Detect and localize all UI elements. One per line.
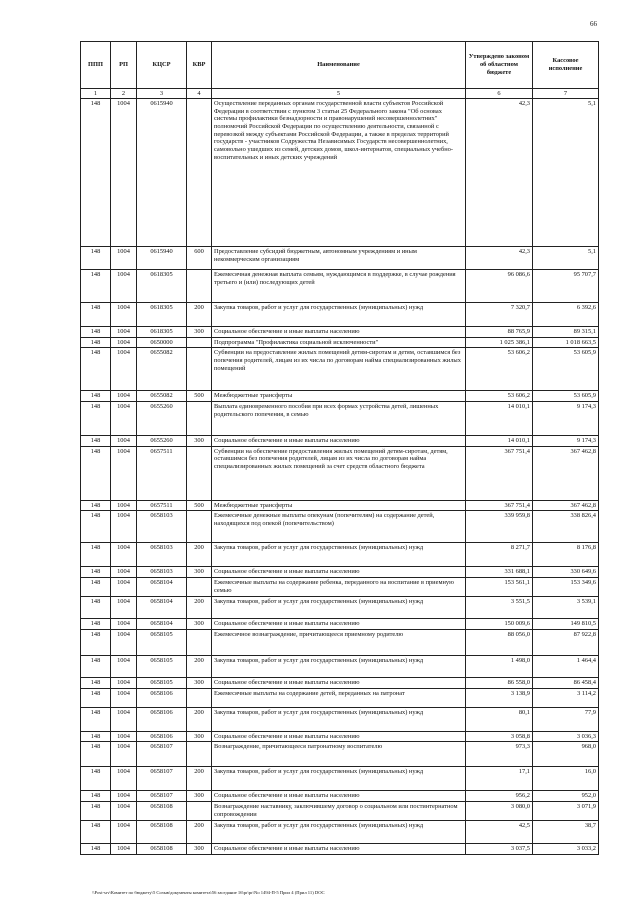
cell-name: Социальное обеспечение и иные выплаты населению	[212, 677, 466, 688]
cell-kcsr: 0658104	[137, 597, 187, 619]
table-row	[81, 619, 599, 630]
cell-executed: 8 176,8	[533, 543, 599, 567]
cell-executed: 16,0	[533, 767, 599, 791]
cell-name: Социальное обеспечение и иные выплаты населению	[212, 843, 466, 854]
cell-kvr: 200	[187, 707, 212, 731]
cell-name: Подпрограмма "Профилактика социальной исключенности"	[212, 337, 466, 348]
cell-kvr: 200	[187, 820, 212, 843]
cell-kcsr: 0658103	[137, 543, 187, 567]
cell-executed: 53 605,9	[533, 348, 599, 391]
cell-ppp: 148	[81, 436, 111, 447]
table-row	[81, 511, 599, 543]
cell-name: Социальное обеспечение и иные выплаты населению	[212, 567, 466, 578]
cell-kvr	[187, 348, 212, 391]
header-row	[81, 42, 599, 89]
cell-executed: 87 922,8	[533, 629, 599, 655]
table-row	[81, 629, 599, 655]
table-row	[81, 791, 599, 802]
cell-rp: 1004	[111, 629, 137, 655]
cell-executed: 3 036,3	[533, 731, 599, 742]
column-number: 2	[111, 89, 137, 99]
cell-ppp: 148	[81, 303, 111, 327]
cell-kvr: 300	[187, 619, 212, 630]
cell-approved: 367 751,4	[466, 500, 533, 511]
cell-approved: 14 010,1	[466, 436, 533, 447]
cell-rp: 1004	[111, 707, 137, 731]
cell-approved: 3 138,9	[466, 688, 533, 707]
cell-kvr: 300	[187, 731, 212, 742]
cell-kcsr: 0658105	[137, 677, 187, 688]
cell-rp: 1004	[111, 391, 137, 402]
table-row	[81, 543, 599, 567]
cell-kvr	[187, 270, 212, 303]
cell-rp: 1004	[111, 303, 137, 327]
cell-kcsr: 0655082	[137, 391, 187, 402]
cell-executed: 5,1	[533, 99, 599, 247]
cell-name: Социальное обеспечение и иные выплаты населению	[212, 436, 466, 447]
cell-rp: 1004	[111, 567, 137, 578]
column-number-row	[81, 89, 599, 99]
cell-executed: 149 810,5	[533, 619, 599, 630]
cell-approved: 331 688,1	[466, 567, 533, 578]
cell-kcsr: 0658108	[137, 843, 187, 854]
cell-name: Закупка товаров, работ и услуг для государственных (муниципальных) нужд	[212, 303, 466, 327]
cell-approved: 96 086,6	[466, 270, 533, 303]
cell-ppp: 148	[81, 767, 111, 791]
column-number: 5	[212, 89, 466, 99]
cell-rp: 1004	[111, 543, 137, 567]
table-row	[81, 820, 599, 843]
cell-name: Социальное обеспечение и иные выплаты населению	[212, 327, 466, 338]
table-row	[81, 303, 599, 327]
cell-kvr	[187, 402, 212, 436]
table-row	[81, 402, 599, 436]
page-number: 66	[590, 20, 597, 28]
table-body	[81, 99, 599, 855]
cell-ppp: 148	[81, 742, 111, 767]
cell-executed: 1 464,4	[533, 655, 599, 677]
cell-rp: 1004	[111, 742, 137, 767]
cell-approved: 88 765,9	[466, 327, 533, 338]
cell-kcsr: 0658105	[137, 655, 187, 677]
cell-kcsr: 0658107	[137, 767, 187, 791]
cell-ppp: 148	[81, 791, 111, 802]
cell-rp: 1004	[111, 791, 137, 802]
cell-ppp: 148	[81, 511, 111, 543]
cell-kcsr: 0657511	[137, 446, 187, 500]
cell-ppp: 148	[81, 446, 111, 500]
cell-executed: 153 349,6	[533, 578, 599, 597]
cell-kcsr: 0655260	[137, 436, 187, 447]
cell-approved: 42,3	[466, 247, 533, 270]
cell-kvr	[187, 801, 212, 820]
cell-kvr: 500	[187, 391, 212, 402]
cell-ppp: 148	[81, 629, 111, 655]
cell-rp: 1004	[111, 801, 137, 820]
cell-approved: 88 056,0	[466, 629, 533, 655]
cell-kcsr: 0658103	[137, 511, 187, 543]
cell-name: Вознаграждение наставнику, заключившему договор о социальном или постинтернатном сопровождении	[212, 801, 466, 820]
cell-approved: 3 058,8	[466, 731, 533, 742]
cell-executed: 6 392,6	[533, 303, 599, 327]
cell-executed: 9 174,3	[533, 436, 599, 447]
table-row	[81, 99, 599, 247]
cell-ppp: 148	[81, 843, 111, 854]
cell-rp: 1004	[111, 270, 137, 303]
cell-kcsr: 0618305	[137, 303, 187, 327]
cell-ppp: 148	[81, 247, 111, 270]
cell-kvr: 300	[187, 567, 212, 578]
cell-rp: 1004	[111, 578, 137, 597]
cell-name: Ежемесячные денежные выплаты опекунам (попечителям) на содержание детей, находящихся под опекой (попечительством)	[212, 511, 466, 543]
cell-rp: 1004	[111, 99, 137, 247]
cell-approved: 3 037,5	[466, 843, 533, 854]
cell-kvr: 200	[187, 597, 212, 619]
table-row	[81, 767, 599, 791]
cell-executed: 1 018 663,5	[533, 337, 599, 348]
cell-name: Межбюджетные трансферты	[212, 500, 466, 511]
cell-executed: 367 462,8	[533, 500, 599, 511]
cell-kvr: 200	[187, 303, 212, 327]
cell-ppp: 148	[81, 820, 111, 843]
cell-executed: 338 826,4	[533, 511, 599, 543]
cell-kcsr: 0658106	[137, 688, 187, 707]
cell-rp: 1004	[111, 820, 137, 843]
cell-kvr	[187, 742, 212, 767]
cell-kvr: 600	[187, 247, 212, 270]
cell-approved: 150 009,6	[466, 619, 533, 630]
cell-approved: 1 498,0	[466, 655, 533, 677]
header-ppp: ППП	[81, 42, 111, 89]
cell-approved: 53 606,2	[466, 348, 533, 391]
cell-ppp: 148	[81, 348, 111, 391]
header-kvr: КВР	[187, 42, 212, 89]
cell-ppp: 148	[81, 677, 111, 688]
cell-kcsr: 0658104	[137, 578, 187, 597]
cell-kcsr: 0615940	[137, 247, 187, 270]
column-number: 7	[533, 89, 599, 99]
cell-rp: 1004	[111, 500, 137, 511]
table-row	[81, 337, 599, 348]
budget-table	[80, 41, 599, 855]
cell-name: Закупка товаров, работ и услуг для государственных (муниципальных) нужд	[212, 767, 466, 791]
cell-executed: 53 605,9	[533, 391, 599, 402]
column-number: 3	[137, 89, 187, 99]
cell-executed: 3 114,2	[533, 688, 599, 707]
cell-approved: 14 010,1	[466, 402, 533, 436]
cell-rp: 1004	[111, 436, 137, 447]
cell-kcsr: 0650000	[137, 337, 187, 348]
cell-ppp: 148	[81, 578, 111, 597]
cell-approved: 973,3	[466, 742, 533, 767]
cell-ppp: 148	[81, 270, 111, 303]
cell-rp: 1004	[111, 327, 137, 338]
header-name: Наименование	[212, 42, 466, 89]
cell-approved: 3 551,5	[466, 597, 533, 619]
cell-kvr: 200	[187, 655, 212, 677]
table-row	[81, 801, 599, 820]
cell-ppp: 148	[81, 655, 111, 677]
table-row	[81, 270, 599, 303]
cell-rp: 1004	[111, 677, 137, 688]
table-row	[81, 742, 599, 767]
cell-kvr: 300	[187, 791, 212, 802]
cell-kvr	[187, 688, 212, 707]
table-row	[81, 597, 599, 619]
cell-executed: 86 458,4	[533, 677, 599, 688]
cell-ppp: 148	[81, 337, 111, 348]
cell-approved: 3 080,0	[466, 801, 533, 820]
cell-ppp: 148	[81, 801, 111, 820]
cell-kcsr: 0658104	[137, 619, 187, 630]
cell-name: Социальное обеспечение и иные выплаты населению	[212, 619, 466, 630]
cell-approved: 153 561,1	[466, 578, 533, 597]
cell-rp: 1004	[111, 619, 137, 630]
cell-kvr	[187, 629, 212, 655]
cell-rp: 1004	[111, 767, 137, 791]
cell-approved: 1 025 386,1	[466, 337, 533, 348]
cell-ppp: 148	[81, 500, 111, 511]
cell-executed: 3 071,9	[533, 801, 599, 820]
column-number: 4	[187, 89, 212, 99]
cell-name: Субвенции на обеспечение предоставления жилых помещений детям-сиротам, детям, оставшимся без попечения родителей, лицам из их числа по договорам найма специализированных жилых помещений за счет средств областного бюджета	[212, 446, 466, 500]
cell-approved: 42,5	[466, 820, 533, 843]
table-row	[81, 578, 599, 597]
column-number: 6	[466, 89, 533, 99]
cell-approved: 339 959,8	[466, 511, 533, 543]
cell-rp: 1004	[111, 337, 137, 348]
cell-rp: 1004	[111, 348, 137, 391]
cell-kvr	[187, 99, 212, 247]
cell-ppp: 148	[81, 402, 111, 436]
cell-name: Закупка товаров, работ и услуг для государственных (муниципальных) нужд	[212, 655, 466, 677]
header-kcsr: КЦСР	[137, 42, 187, 89]
header-executed: Кассовое исполнение	[533, 42, 599, 89]
cell-approved: 53 606,2	[466, 391, 533, 402]
cell-approved: 42,3	[466, 99, 533, 247]
cell-executed: 3 539,1	[533, 597, 599, 619]
cell-rp: 1004	[111, 402, 137, 436]
cell-kvr: 500	[187, 500, 212, 511]
cell-approved: 367 751,4	[466, 446, 533, 500]
cell-name: Ежемесячные выплаты на содержание детей, переданных на патронат	[212, 688, 466, 707]
table-row	[81, 567, 599, 578]
table-row	[81, 731, 599, 742]
cell-name: Ежемесячная денежная выплата семьям, нуждающимся в поддержке, в случае рождения третьего и (или) последующих детей	[212, 270, 466, 303]
cell-ppp: 148	[81, 99, 111, 247]
cell-approved: 7 320,7	[466, 303, 533, 327]
cell-executed: 9 174,3	[533, 402, 599, 436]
cell-name: Закупка товаров, работ и услуг для государственных (муниципальных) нужд	[212, 597, 466, 619]
cell-name: Предоставление субсидий бюджетным, автономным учреждениям и иным некоммерческим организациям	[212, 247, 466, 270]
cell-kvr	[187, 446, 212, 500]
header-rp: РП	[111, 42, 137, 89]
cell-kvr: 300	[187, 327, 212, 338]
cell-name: Ежемесячное вознаграждение, причитающееся приемному родителю	[212, 629, 466, 655]
cell-executed: 952,0	[533, 791, 599, 802]
cell-kcsr: 0658103	[137, 567, 187, 578]
cell-name: Закупка товаров, работ и услуг для государственных (муниципальных) нужд	[212, 707, 466, 731]
cell-executed: 5,1	[533, 247, 599, 270]
table-row	[81, 707, 599, 731]
cell-rp: 1004	[111, 597, 137, 619]
cell-rp: 1004	[111, 247, 137, 270]
cell-executed: 95 707,7	[533, 270, 599, 303]
column-number: 1	[81, 89, 111, 99]
cell-rp: 1004	[111, 655, 137, 677]
cell-kcsr: 0655082	[137, 348, 187, 391]
cell-approved: 86 558,0	[466, 677, 533, 688]
cell-kvr	[187, 578, 212, 597]
cell-executed: 367 462,8	[533, 446, 599, 500]
cell-kcsr: 0658108	[137, 820, 187, 843]
cell-ppp: 148	[81, 731, 111, 742]
cell-executed: 38,7	[533, 820, 599, 843]
cell-ppp: 148	[81, 619, 111, 630]
cell-name: Социальное обеспечение и иные выплаты населению	[212, 731, 466, 742]
cell-kcsr: 0658108	[137, 801, 187, 820]
cell-name: Закупка товаров, работ и услуг для государственных (муниципальных) нужд	[212, 820, 466, 843]
cell-executed: 968,0	[533, 742, 599, 767]
cell-kvr: 300	[187, 677, 212, 688]
cell-name: Ежемесячные выплаты на содержание ребенка, переданного на воспитание в приемную семью	[212, 578, 466, 597]
cell-name: Вознаграждение, причитающееся патронатному воспитателю	[212, 742, 466, 767]
cell-kvr: 300	[187, 843, 212, 854]
cell-ppp: 148	[81, 543, 111, 567]
table-row	[81, 247, 599, 270]
cell-ppp: 148	[81, 567, 111, 578]
table-row	[81, 655, 599, 677]
cell-kcsr: 0658105	[137, 629, 187, 655]
cell-ppp: 148	[81, 707, 111, 731]
table-row	[81, 446, 599, 500]
cell-approved: 8 271,7	[466, 543, 533, 567]
cell-kcsr: 0618305	[137, 270, 187, 303]
cell-name: Социальное обеспечение и иные выплаты населению	[212, 791, 466, 802]
cell-rp: 1004	[111, 446, 137, 500]
cell-kvr	[187, 511, 212, 543]
cell-name: Осуществление переданных органам государственной власти субъектов Российской Федерации в соответствии с пунктом 3 статьи 25 Федерального закона "Об основах системы профилактики безнадзорности и правонарушений несовершеннолетних" полномочий Российской Федерации по осуществлению деятельности, связанной с перевозкой между субъектами Российской Федерации, а также в пределах территорий государств - участников Содружества Независимых Государств несовершеннолетних, самовольно ушедших из семей, детских домов, школ-интернатов, специальных учебно-воспитательных и иных детских учреждений	[212, 99, 466, 247]
cell-executed: 77,9	[533, 707, 599, 731]
cell-executed: 330 649,6	[533, 567, 599, 578]
cell-executed: 3 033,2	[533, 843, 599, 854]
cell-kcsr: 0615940	[137, 99, 187, 247]
cell-rp: 1004	[111, 731, 137, 742]
table-row	[81, 436, 599, 447]
table-row	[81, 688, 599, 707]
cell-ppp: 148	[81, 597, 111, 619]
cell-name: Выплата единовременного пособия при всех формах устройства детей, лишенных родительского попечения, в семью	[212, 402, 466, 436]
cell-rp: 1004	[111, 511, 137, 543]
cell-rp: 1004	[111, 688, 137, 707]
cell-approved: 956,2	[466, 791, 533, 802]
cell-name: Закупка товаров, работ и услуг для государственных (муниципальных) нужд	[212, 543, 466, 567]
cell-rp: 1004	[111, 843, 137, 854]
cell-executed: 89 315,1	[533, 327, 599, 338]
cell-kcsr: 0618305	[137, 327, 187, 338]
cell-ppp: 148	[81, 688, 111, 707]
cell-kcsr: 0657511	[137, 500, 187, 511]
table-row	[81, 677, 599, 688]
table-row	[81, 348, 599, 391]
table-row	[81, 500, 599, 511]
cell-kvr: 200	[187, 543, 212, 567]
table-row	[81, 327, 599, 338]
header-approved: Утверждено законом об областном бюджете	[466, 42, 533, 89]
cell-kcsr: 0658106	[137, 707, 187, 731]
cell-ppp: 148	[81, 391, 111, 402]
cell-kvr: 300	[187, 436, 212, 447]
cell-kcsr: 0658106	[137, 731, 187, 742]
cell-approved: 80,1	[466, 707, 533, 731]
cell-kcsr: 0658107	[137, 791, 187, 802]
cell-name: Субвенции на предоставление жилых помещений детям-сиротам и детям, оставшимся без попечения родителей, лицам из их числа по договорам найма специализированных жилых помещений	[212, 348, 466, 391]
table-row	[81, 843, 599, 854]
cell-name: Межбюджетные трансферты	[212, 391, 466, 402]
file-path-footer: \\Post-srv\Комитет по бюджету\5 Созыв\документы комитета\56 заседание 16\pr\pr\No 1494-П-5 Прил 4 (Прил 11) DOC	[92, 890, 325, 895]
cell-kvr	[187, 337, 212, 348]
cell-kcsr: 0658107	[137, 742, 187, 767]
cell-kcsr: 0655260	[137, 402, 187, 436]
cell-kvr: 200	[187, 767, 212, 791]
table-row	[81, 391, 599, 402]
cell-approved: 17,1	[466, 767, 533, 791]
cell-ppp: 148	[81, 327, 111, 338]
